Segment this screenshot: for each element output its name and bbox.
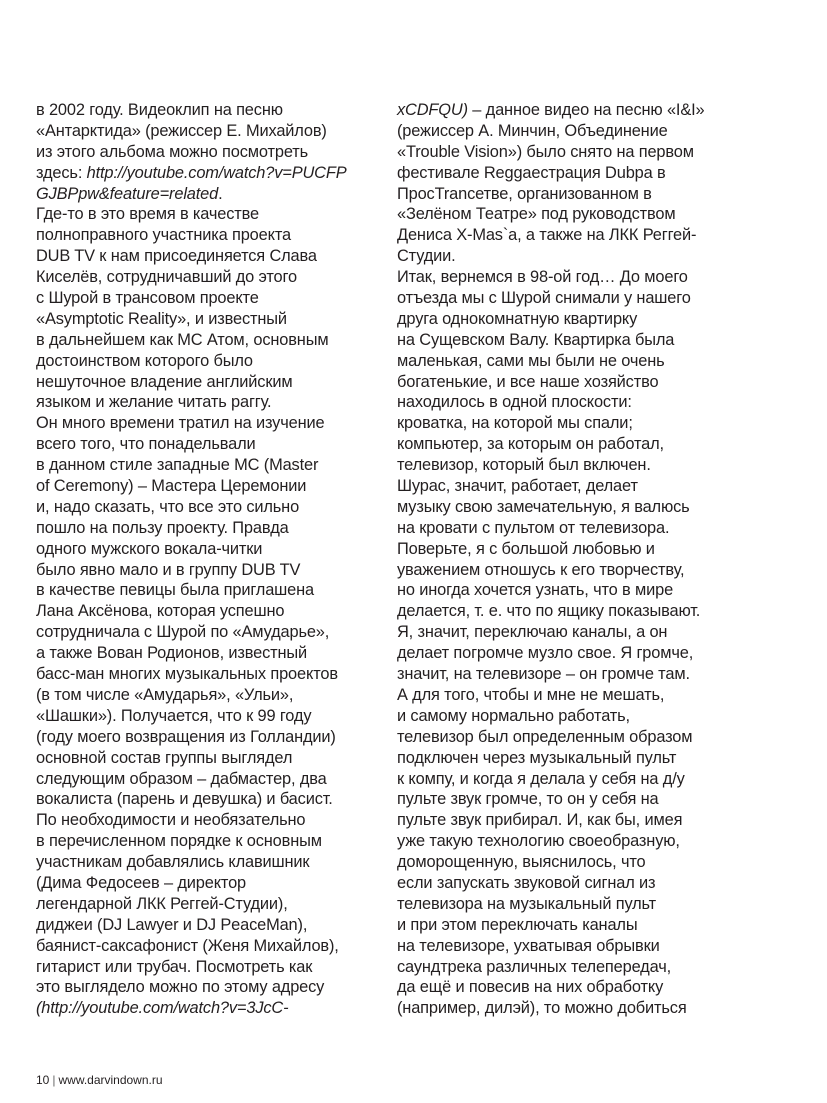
text-line	[36, 539, 391, 560]
line-text: богатенькие, и все наше хозяйство	[397, 372, 659, 391]
line-text: «Шашки»). Получается, что к 99 году	[36, 706, 312, 725]
text-line	[36, 873, 391, 894]
text-line	[397, 789, 757, 810]
line-text: друга однокомнатную квартирку	[397, 309, 638, 328]
line-text: находилось в одной плоскости:	[397, 393, 632, 412]
line-text: достоинством которого было	[36, 351, 253, 370]
text-line	[36, 372, 391, 393]
line-text: доморощенную, выяснилось, что	[397, 853, 646, 872]
line-text: полноправного участника проекта	[36, 226, 291, 245]
link-text[interactable]: (http://youtube.com/watch?v=3JcC-	[36, 999, 289, 1018]
text-line	[36, 225, 391, 246]
text-line	[397, 685, 757, 706]
text-line	[397, 121, 757, 142]
line-text: из этого альбома можно посмотреть	[36, 142, 309, 161]
text-line	[36, 560, 391, 581]
text-line	[36, 810, 391, 831]
line-text: вокалиста (парень и девушка) и басист.	[36, 790, 333, 809]
text-line	[36, 204, 391, 225]
line-text: всего того, что понадельвали	[36, 435, 256, 454]
line-text: языком и желание читать раггу.	[36, 393, 272, 412]
text-line	[36, 643, 391, 664]
link-text[interactable]: http://youtube.com/watch?v=PUCFP	[86, 163, 347, 182]
line-text: но иногда хочется узнать, что в мире	[397, 581, 674, 600]
page-number: 10	[36, 1073, 50, 1087]
line-text: легендарной ЛКК Реггей-Студии),	[36, 894, 288, 913]
text-line	[36, 580, 391, 601]
text-line	[397, 497, 757, 518]
text-line	[36, 288, 391, 309]
line-text: Итак, вернемся в 98-ой год… До моего	[397, 268, 688, 287]
text-line	[36, 100, 391, 121]
text-line	[397, 664, 757, 685]
text-line	[36, 977, 391, 998]
text-line	[36, 831, 391, 852]
line-text: если запускать звуковой сигнал из	[397, 873, 656, 892]
text-line	[36, 748, 391, 769]
text-line	[397, 894, 757, 915]
line-text: Я, значит, переключаю каналы, а он	[397, 623, 668, 642]
line-text: кроватка, на которой мы спали;	[397, 414, 633, 433]
text-line	[36, 957, 391, 978]
text-line	[36, 601, 391, 622]
right-text-column	[397, 100, 757, 1019]
line-text: Киселёв, сотрудничавший до этого	[36, 268, 297, 287]
footer-separator: |	[52, 1073, 56, 1087]
text-line	[36, 267, 391, 288]
text-line	[397, 748, 757, 769]
text-line	[36, 163, 391, 184]
link-text[interactable]: GJBPpw&feature=related	[36, 184, 219, 203]
line-text: к компу, и когда я делала у себя на д/у	[397, 769, 685, 788]
line-text: Шурас, значит, работает, делает	[397, 477, 638, 496]
line-text: компьютер, за которым он работал,	[397, 435, 664, 454]
line-text: Студии.	[397, 247, 456, 266]
line-text: участникам добавлялись клавишник	[36, 853, 310, 872]
text-line	[397, 852, 757, 873]
text-line	[397, 142, 757, 163]
text-line	[397, 643, 757, 664]
text-line	[397, 455, 757, 476]
text-line	[397, 727, 757, 748]
text-line	[36, 685, 391, 706]
line-text: делает погромче музло свое. Я громче,	[397, 644, 694, 663]
line-text: телевизор, который был включен.	[397, 456, 651, 475]
text-line	[36, 664, 391, 685]
line-text: на телевизоре, ухватывая обрывки	[397, 936, 660, 955]
line-text: подключен через музыкальный пульт	[397, 748, 677, 767]
text-line	[397, 560, 757, 581]
line-text: of Ceremony) – Мастера Церемонии	[36, 477, 307, 496]
line-text: в 2002 году. Видеоклип на песню	[36, 101, 283, 119]
left-text-column	[36, 100, 391, 1019]
line-text: «Антарктида» (режиссер Е. Михайлов)	[36, 121, 327, 140]
text-line	[397, 998, 757, 1019]
line-text: одного мужского вокала-читки	[36, 539, 263, 558]
line-text: Он много времени тратил на изучение	[36, 414, 325, 433]
line-text: и самому нормально работать,	[397, 706, 630, 725]
line-text: с Шурой в трансовом проекте	[36, 289, 259, 308]
text-line	[397, 351, 757, 372]
line-text: а также Вован Родионов, известный	[36, 644, 308, 663]
line-text: Поверьте, я с большой любовью и	[397, 539, 655, 558]
line-text: DUB TV к нам присоединяется Слава	[36, 247, 317, 266]
text-line	[397, 476, 757, 497]
text-line	[36, 246, 391, 267]
text-line	[36, 852, 391, 873]
line-text: По необходимости и необязательно	[36, 811, 306, 830]
text-line	[397, 977, 757, 998]
text-line	[36, 330, 391, 351]
line-text: сотрудничала с Шурой по «Амударье»,	[36, 623, 330, 642]
line-text: в дальнейшем как MC Атом, основным	[36, 330, 329, 349]
line-text: басс-ман многих музыкальных проектов	[36, 665, 338, 684]
text-line	[36, 351, 391, 372]
text-line	[36, 727, 391, 748]
text-line	[36, 789, 391, 810]
line-text: здесь:	[36, 163, 87, 182]
text-line	[36, 622, 391, 643]
line-text: значит, на телевизоре – он громче там.	[397, 665, 690, 684]
text-line	[397, 769, 757, 790]
line-text: фестивале Reggaeстрация Dubpa в	[397, 163, 666, 182]
text-line	[36, 121, 391, 142]
text-line	[397, 434, 757, 455]
text-line	[397, 580, 757, 601]
line-text: уважением отношусь к его творчеству,	[397, 560, 685, 579]
text-line	[397, 372, 757, 393]
line-text: ПросTrancетве, организованном в	[397, 184, 652, 203]
text-line	[36, 936, 391, 957]
text-line	[397, 309, 757, 330]
text-line	[36, 455, 391, 476]
line-text: «Зелёном Театре» под руководством	[397, 205, 676, 224]
text-line	[397, 392, 757, 413]
line-text: уже такую технологию своеобразную,	[397, 832, 680, 851]
text-line	[36, 142, 391, 163]
text-line	[36, 392, 391, 413]
site-url: www.darvindown.ru	[58, 1073, 163, 1087]
line-text: и при этом переключать каналы	[397, 915, 638, 934]
line-text: следующим образом – дабмастер, два	[36, 769, 327, 788]
line-text: (Дима Федосеев – директор	[36, 873, 247, 892]
line-text: саундтрека различных телепередач,	[397, 957, 671, 976]
text-line	[36, 413, 391, 434]
line-text: «Asymptotic Reality», и известный	[36, 309, 287, 328]
line-text: на Сущевском Валу. Квартирка была	[397, 330, 675, 349]
text-line	[397, 831, 757, 852]
line-text: в перечисленном порядке к основным	[36, 832, 322, 851]
text-line	[397, 413, 757, 434]
line-text: Лана Аксёнова, которая успешно	[36, 602, 285, 621]
line-text: – данное видео на песню «I&I»	[467, 101, 705, 119]
line-text: основной состав группы выглядел	[36, 748, 293, 767]
text-line	[397, 100, 757, 121]
line-text: А для того, чтобы и мне не мешать,	[397, 685, 665, 704]
line-text: Дениса X-Mas`a, а также на ЛКК Реггей-	[397, 226, 697, 245]
line-text: (режиссер А. Минчин, Объединение	[397, 121, 668, 140]
line-text: (году моего возвращения из Голландии)	[36, 727, 336, 746]
link-text[interactable]: xCDFQU)	[397, 101, 468, 119]
line-text: .	[218, 184, 223, 203]
text-line	[36, 915, 391, 936]
line-text: музыку свою замечательную, я валюсь	[397, 497, 690, 516]
line-text: пульте звук прибирал. И, как бы, имея	[397, 811, 683, 830]
line-text: пульте звук громче, то он у себя на	[397, 790, 659, 809]
line-text: отъезда мы с Шурой снимали у нашего	[397, 289, 691, 308]
text-line	[397, 810, 757, 831]
line-text: «Trouble Vision») было снято на первом	[397, 142, 694, 161]
text-line	[397, 518, 757, 539]
text-line	[397, 915, 757, 936]
line-text: (например, дилэй), то можно добиться	[397, 999, 687, 1018]
text-line	[36, 769, 391, 790]
line-text: баянист-саксафонист (Женя Михайлов),	[36, 936, 339, 955]
text-line	[36, 476, 391, 497]
text-line	[397, 288, 757, 309]
line-text: в качестве певицы была приглашена	[36, 581, 315, 600]
text-line	[397, 622, 757, 643]
text-line	[397, 601, 757, 622]
text-line	[36, 434, 391, 455]
text-line	[397, 267, 757, 288]
line-text: это выглядело можно по этому адресу	[36, 978, 325, 997]
line-text: Где-то в это время в качестве	[36, 205, 259, 224]
line-text: (в том числе «Амударья», «Ульи»,	[36, 685, 294, 704]
text-line	[397, 246, 757, 267]
text-line	[397, 957, 757, 978]
line-text: и, надо сказать, что все это сильно	[36, 497, 300, 516]
line-text: на кровати с пультом от телевизора.	[397, 518, 670, 537]
text-line	[36, 309, 391, 330]
text-line	[36, 497, 391, 518]
line-text: в данном стиле западные MC (Master	[36, 456, 319, 475]
line-text: маленькая, сами мы были не очень	[397, 351, 665, 370]
text-line	[36, 518, 391, 539]
line-text: было явно мало и в группу DUB TV	[36, 560, 301, 579]
text-line	[397, 330, 757, 351]
text-line	[36, 998, 391, 1019]
page-footer	[36, 1073, 163, 1087]
line-text: диджеи (DJ Lawyer и DJ PeaceMan),	[36, 915, 308, 934]
text-line	[397, 873, 757, 894]
text-line	[36, 894, 391, 915]
text-line	[397, 225, 757, 246]
line-text: да ещё и повесив на них обработку	[397, 978, 664, 997]
text-line	[397, 184, 757, 205]
text-line	[397, 163, 757, 184]
line-text: телевизор был определенным образом	[397, 727, 693, 746]
text-line	[397, 204, 757, 225]
text-line	[397, 539, 757, 560]
text-line	[397, 706, 757, 727]
line-text: делается, т. е. что по ящику показывают.	[397, 602, 701, 621]
text-line	[36, 706, 391, 727]
text-line	[36, 184, 391, 205]
text-line	[397, 936, 757, 957]
line-text: пошло на пользу проекту. Правда	[36, 518, 289, 537]
line-text: нешуточное владение английским	[36, 372, 293, 391]
line-text: гитарист или трубач. Посмотреть как	[36, 957, 313, 976]
line-text: телевизора на музыкальный пульт	[397, 894, 657, 913]
